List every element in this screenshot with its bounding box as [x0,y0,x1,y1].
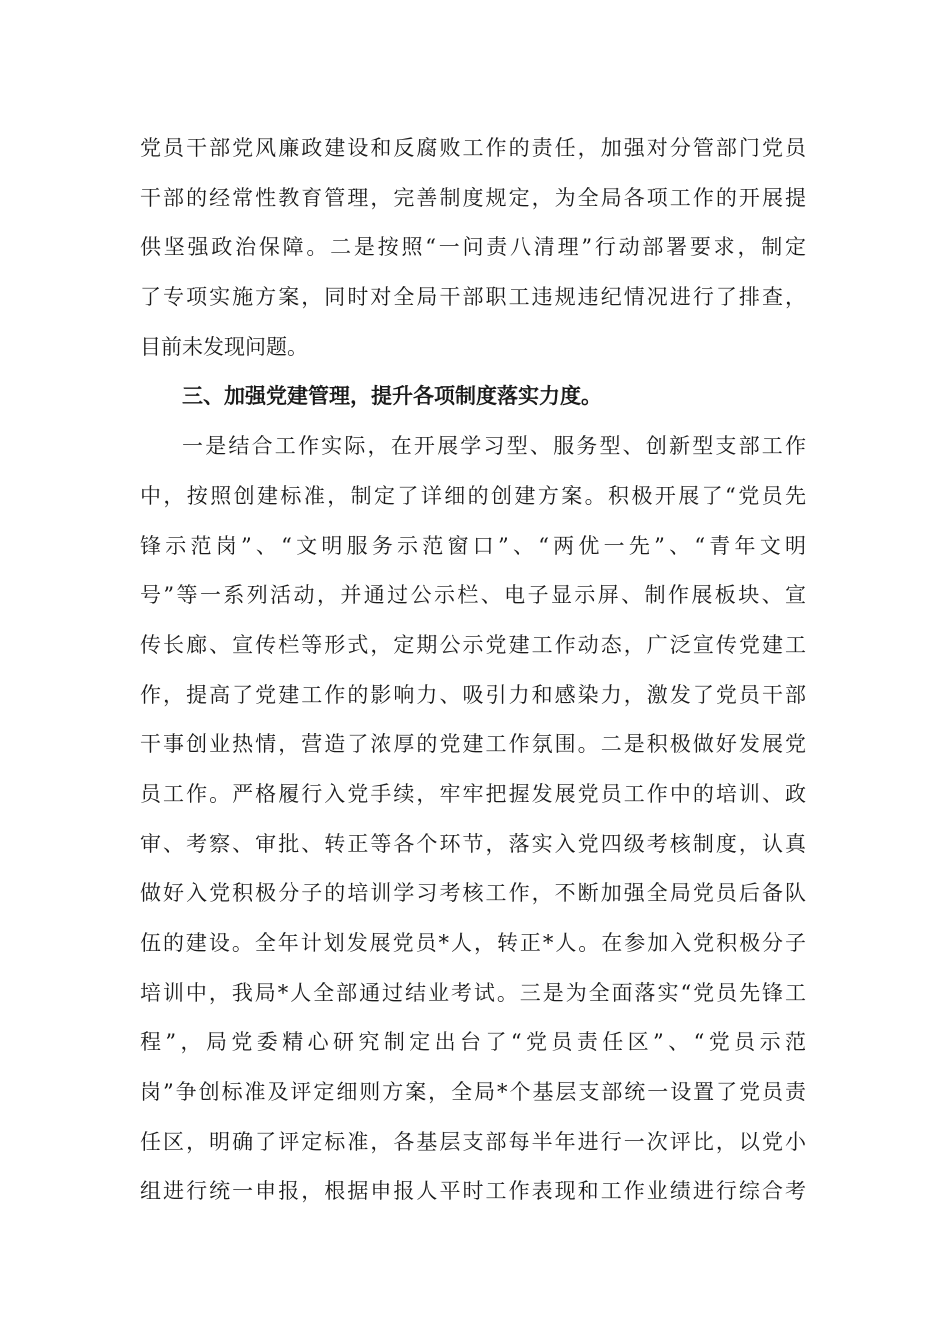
section-heading [140,372,806,422]
text-line: 任区，明确了评定标准，各基层支部每半年进行一次评比，以党小 [140,1129,806,1154]
text-line: 员工作。严格履行入党手续，牢牢把握发展党员工作中的培训、政 [140,781,806,806]
paragraph-continuation [140,124,806,372]
text-line: 组进行统一申报，根据申报人平时工作表现和工作业绩进行综合考 [140,1179,806,1204]
text-line: 目前未发现问题。 [140,334,308,359]
text-line: 岗”争创标准及评定细则方案，全局*个基层支部统一设置了党员责 [140,1080,806,1105]
document-body [140,124,806,1217]
text-line: 中，按照创建标准，制定了详细的创建方案。积极开展了“党员先 [140,483,806,508]
paragraph [140,422,806,1217]
text-line: 干部的经常性教育管理，完善制度规定，为全局各项工作的开展提 [140,185,806,210]
text-line: 传长廊、宣传栏等形式，定期公示党建工作动态，广泛宣传党建工 [140,632,806,657]
text-line: 党员干部党风廉政建设和反腐败工作的责任，加强对分管部门党员 [140,136,806,160]
text-line: 锋示范岗”、“文明服务示范窗口”、“两优一先”、“青年文明 [140,533,806,558]
text-line: 审、考察、审批、转正等各个环节，落实入党四级考核制度，认真 [140,831,806,856]
text-line: 作，提高了党建工作的影响力、吸引力和感染力，激发了党员干部 [140,682,806,707]
section-heading-text: 三、加强党建管理，提升各项制度落实力度。 [182,384,602,409]
text-line: 伍的建设。全年计划发展党员*人，转正*人。在参加入党积极分子 [140,931,806,955]
text-line: 供坚强政治保障。二是按照“一问责八清理”行动部署要求，制定 [140,235,806,260]
text-line: 一是结合工作实际，在开展学习型、服务型、创新型支部工作 [182,434,806,459]
text-line: 程”，局党委精心研究制定出台了“党员责任区”、“党员示范 [140,1030,806,1055]
text-line: 干事创业热情，营造了浓厚的党建工作氛围。二是积极做好发展党 [140,732,806,757]
text-line: 了专项实施方案，同时对全局干部职工违规违纪情况进行了排查， [140,285,806,310]
text-line: 培训中，我局*人全部通过结业考试。三是为全面落实“党员先锋工 [140,980,806,1005]
text-line: 做好入党积极分子的培训学习考核工作，不断加强全局党员后备队 [140,881,806,906]
text-line: 号”等一系列活动，并通过公示栏、电子显示屏、制作展板块、宣 [140,583,806,608]
